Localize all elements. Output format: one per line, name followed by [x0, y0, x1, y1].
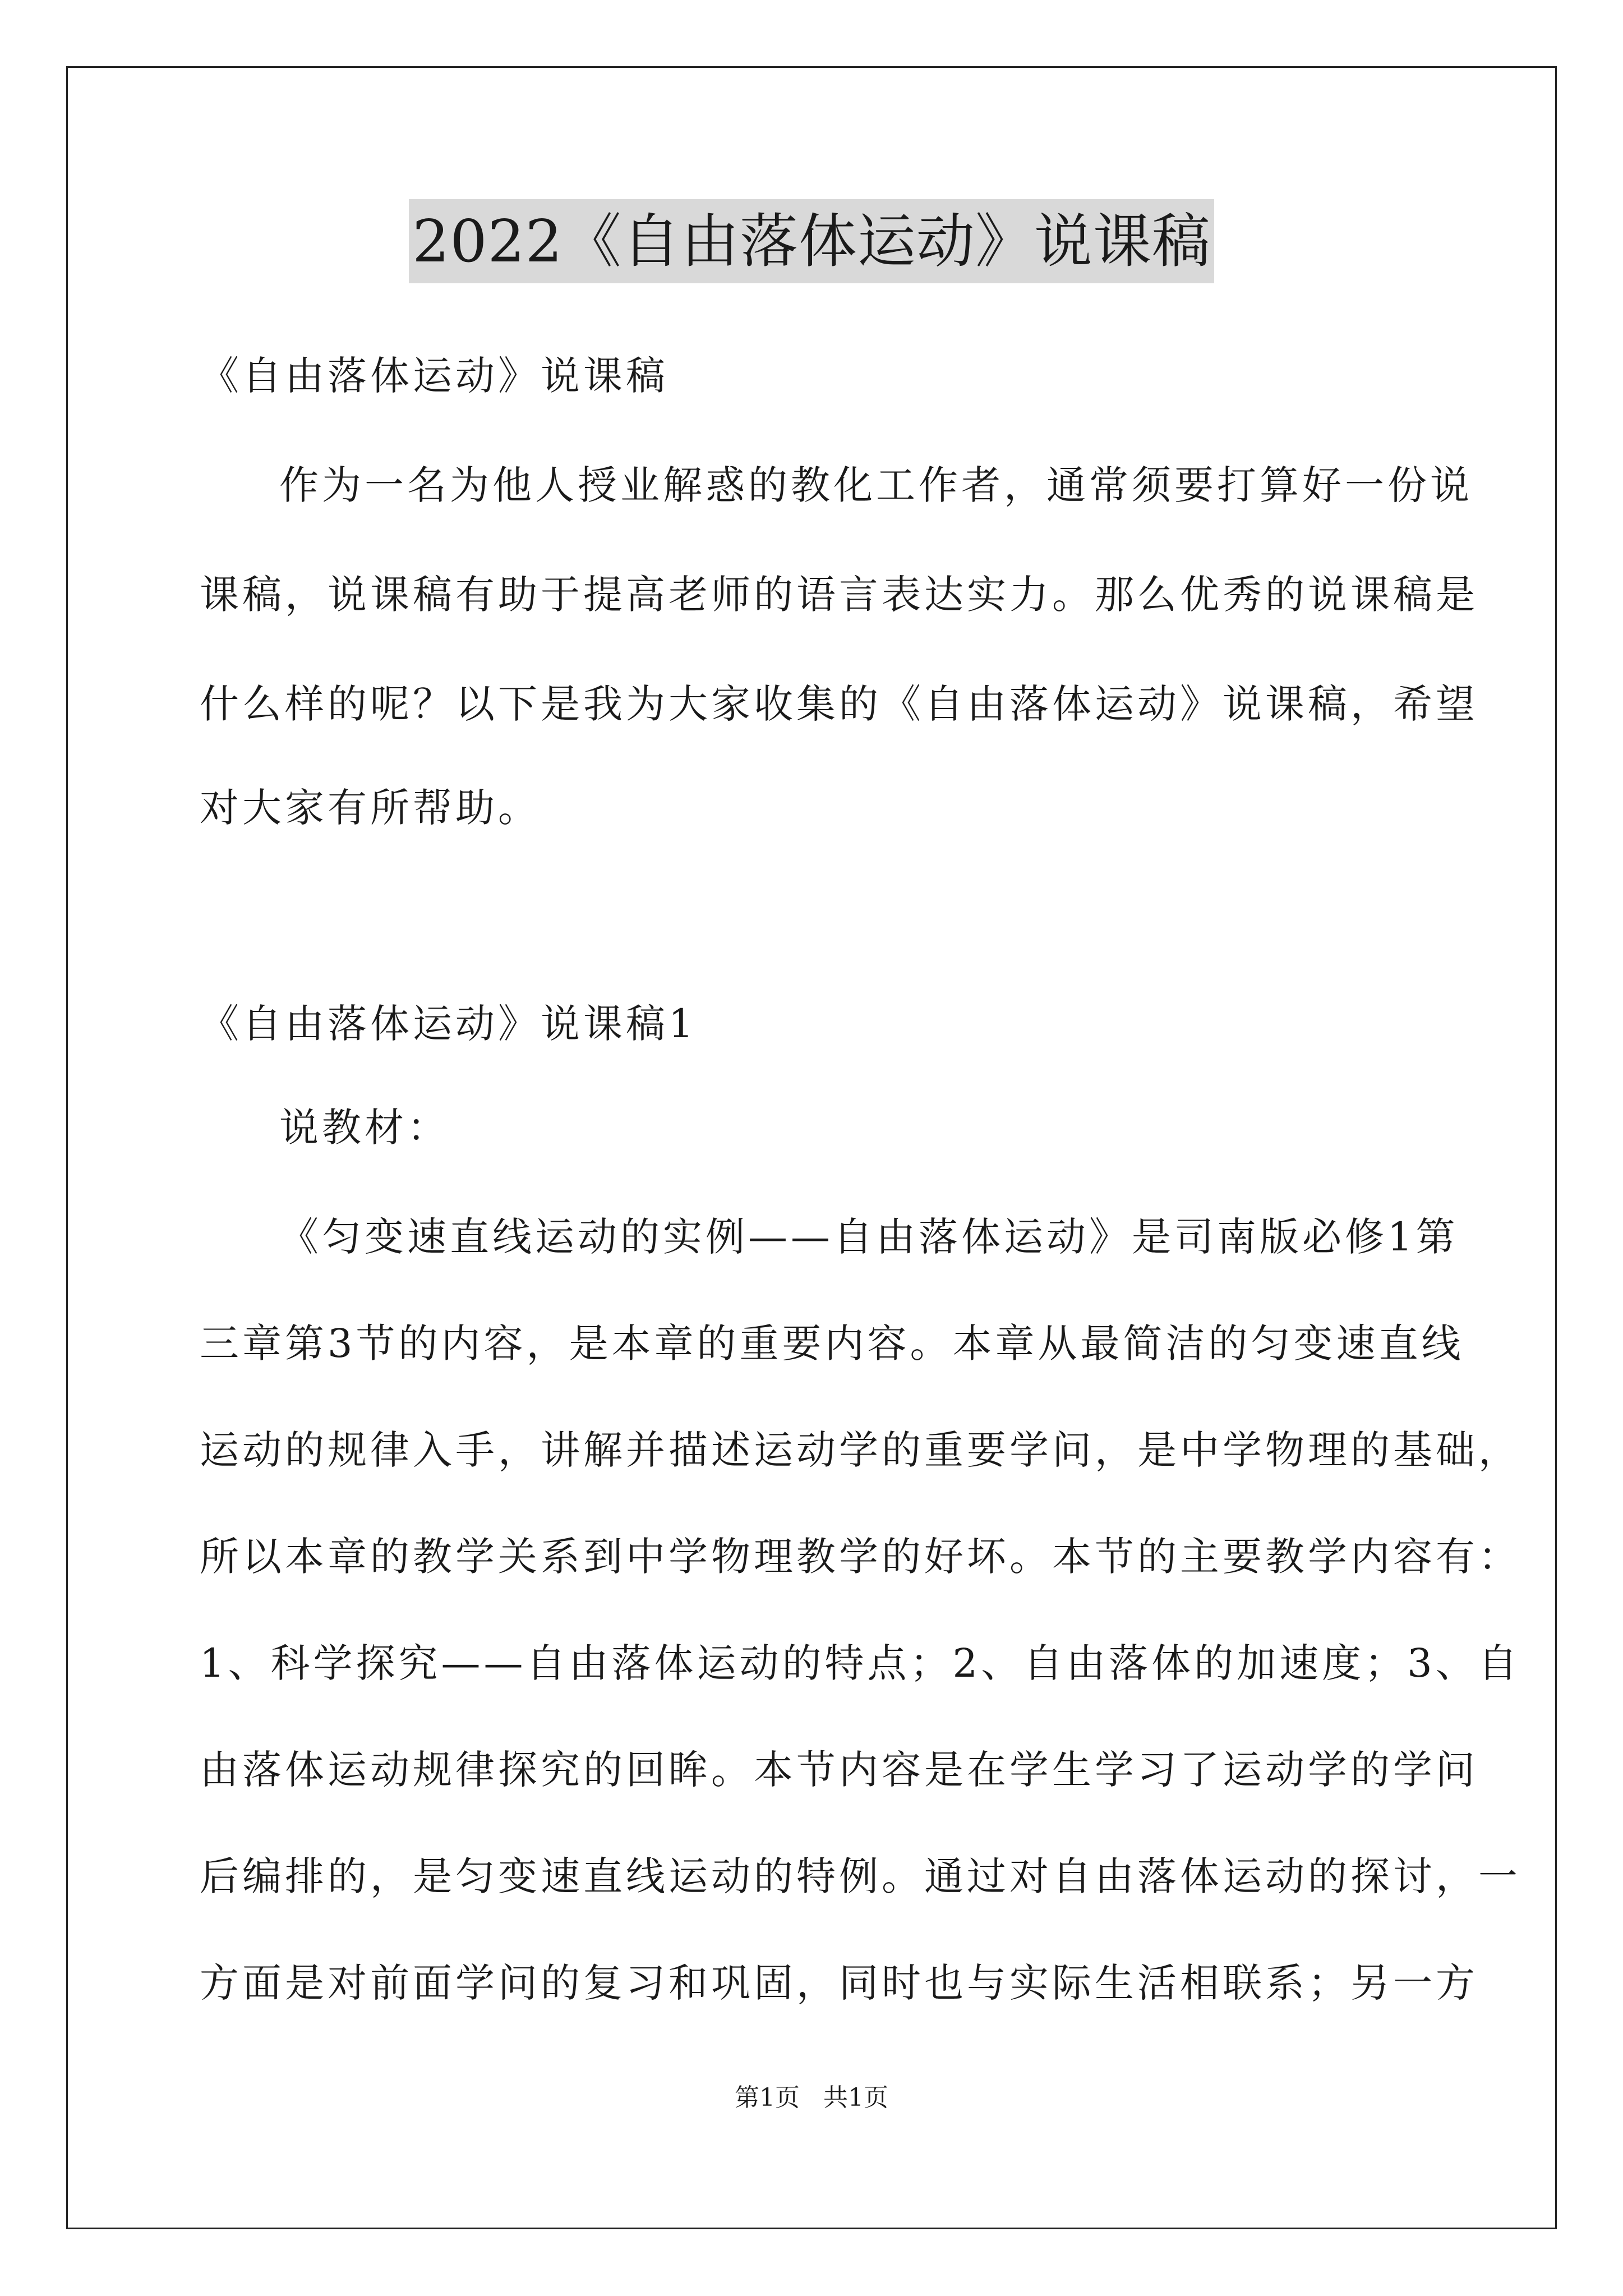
paragraph-line: 课稿，说课稿有助于提高老师的语言表达实力。那么优秀的说课稿是: [200, 572, 1478, 618]
paragraph-line: 由落体运动规律探究的回眸。本节内容是在学生学习了运动学的学问: [200, 1747, 1478, 1793]
paragraph-line: 《匀变速直线运动的实例——自由落体运动》是司南版必修1第: [279, 1214, 1459, 1260]
paragraph-line: 运动的规律入手，讲解并描述运动学的重要学问，是中学物理的基础，: [200, 1427, 1521, 1473]
document-title: 2022《自由落体运动》说课稿: [409, 199, 1214, 283]
page-footer: 第1页 共1页: [735, 2083, 888, 2112]
paragraph-line: 什么样的呢？以下是我为大家收集的《自由落体运动》说课稿，希望: [200, 681, 1478, 727]
paragraph-line: 三章第3节的内容，是本章的重要内容。本章从最简洁的匀变速直线: [200, 1320, 1464, 1366]
paragraph-line: 说教材：: [279, 1105, 450, 1151]
title-container: [0, 199, 1623, 283]
paragraph-line: 1、科学探究——自由落体运动的特点；2、自由落体的加速度；3、自: [200, 1640, 1521, 1686]
paragraph-line: 所以本章的教学关系到中学物理教学的好坏。本节的主要教学内容有：: [200, 1534, 1521, 1580]
paragraph-line: 作为一名为他人授业解惑的教化工作者，通常须要打算好一份说: [279, 462, 1473, 508]
paragraph-line: 方面是对前面学问的复习和巩固，同时也与实际生活相联系；另一方: [200, 1960, 1478, 2006]
paragraph-line: 后编排的，是匀变速直线运动的特例。通过对自由落体运动的探讨，一: [200, 1853, 1521, 1899]
subtitle-line: 《自由落体运动》说课稿: [200, 353, 668, 399]
section-heading: 《自由落体运动》说课稿1: [200, 1001, 697, 1047]
paragraph-line: 对大家有所帮助。: [200, 785, 541, 831]
